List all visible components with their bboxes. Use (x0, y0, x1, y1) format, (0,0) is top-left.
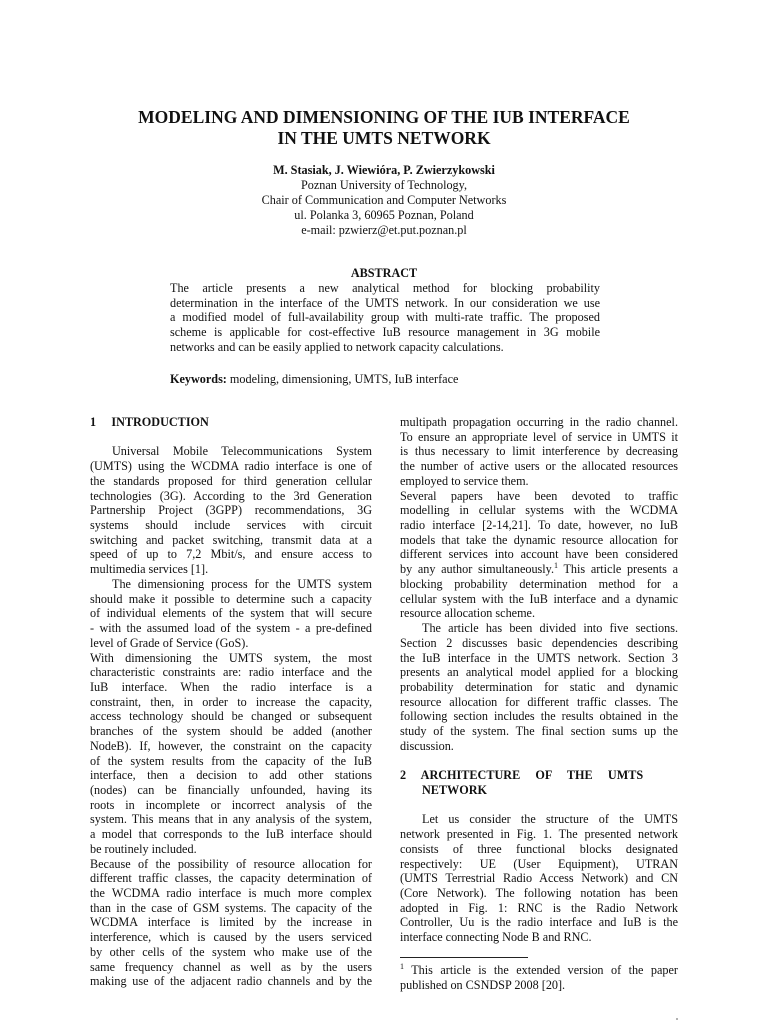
section-2-heading: NETWORK (422, 782, 488, 797)
text-line: interface connecting Node B and RNC. (400, 930, 592, 945)
text-line: models that take the dynamic resource allocation for (400, 532, 678, 547)
affiliation-line: Chair of Communication and Computer Networks (261, 193, 507, 207)
text-line: a model that corresponds to the IuB interface should (90, 827, 372, 842)
text-line: respectively: UE (User Equipment), UTRAN (400, 856, 678, 871)
text-line: discussion. (400, 738, 454, 753)
footnote (400, 963, 678, 992)
footnote-line: published on CSNDSP 2008 [20]. (400, 977, 566, 992)
text-line: making use of the adjacent radio channels and by the (90, 974, 372, 989)
text-line: technologies (3G). According to the 3rd Generation (90, 488, 372, 503)
text-line: employed to service them. (400, 473, 529, 488)
text-fragment: by any author simultaneously. (400, 562, 555, 577)
text-line: (UMTS Terrestrial Radio Access Network) and CN (400, 871, 678, 886)
title-line-2: IN THE UMTS NETWORK (277, 128, 491, 148)
text-line: blocking probability determination method for a (400, 576, 678, 591)
text-line: Because of the possibility of resource allocation for (90, 856, 372, 871)
text-line: Controller, Uu is the radio interface and IuB is the (400, 915, 678, 930)
section-1-heading: 1 INTRODUCTION (90, 415, 209, 429)
text-fragment: This article presents a (558, 562, 678, 577)
text-line: presents an analytical model applied for a blocking (400, 665, 678, 680)
text-line: system. This means that in any analysis of the system, (90, 812, 372, 827)
text-line: adopted in Fig. 1: RNC is the Radio Network (400, 900, 678, 915)
text-line: cellular system with the IuB interface and a dynamic (400, 591, 678, 606)
page-mark (676, 1018, 678, 1020)
text-line: level of Grade of Service (GoS). (90, 635, 249, 650)
text-line: systems should include services with circuit (90, 518, 372, 533)
paper-title (60, 107, 708, 149)
abstract-body (170, 281, 600, 355)
footnote-line (400, 963, 678, 978)
text-line: (UMTS) using the WCDMA radio interface is one of (90, 459, 372, 474)
text-line: same frequency channel as well as by the users (90, 959, 372, 974)
text-line: the number of active users or the allocated resources (400, 459, 678, 474)
text-line: different services into account have been considered (400, 547, 678, 562)
text-line: multipath propagation occurring in the radio channel. (400, 415, 678, 429)
text-line: the WCDMA radio interface is much more complex (90, 886, 372, 900)
section-2-heading: 2 ARCHITECTURE OF THE UMTS (400, 768, 644, 783)
text-line: With dimensioning the UMTS system, the most (90, 650, 372, 665)
text-line: access technology should be changed or subsequent (90, 709, 372, 724)
text-line: resource allocation scheme. (400, 606, 536, 621)
text-line: The dimensioning process for the UMTS system (112, 576, 372, 591)
text-line: resource allocation for different traffic classes. The (400, 694, 678, 709)
title-line-1: MODELING AND DIMENSIONING OF THE IUB INTERFACE (138, 107, 630, 127)
affiliation-line: Poznan University of Technology, (300, 178, 468, 192)
text-line: IuB interface. When the radio interface is a (90, 679, 372, 694)
keywords-label: Keywords: (170, 372, 227, 386)
text-line: probability determination for static and dynamic (400, 679, 678, 694)
text-line: Section 2 discusses basic dependencies describing (400, 635, 678, 650)
text-line: constraint, then, in order to increase the capacity, (90, 694, 372, 709)
text-line: Partnership Project (3GPP) recommendations, 3G (90, 503, 372, 518)
text-line: should make it possible to determine such a capacity (90, 591, 372, 606)
footnote-text: This article is the extended version of the paper (404, 963, 678, 977)
right-column (400, 415, 678, 945)
text-line: (nodes) can be financially unfounded, having its (90, 782, 372, 797)
text-line: than in the case of GSM systems. The capacity of the (90, 900, 372, 915)
affiliation-line: ul. Polanka 3, 60965 Poznan, Poland (294, 208, 474, 222)
text-line: network presented in Fig. 1. The presented network (400, 827, 678, 842)
footnote-mark: 1 (400, 963, 404, 971)
text-line: be routinely included. (90, 841, 197, 856)
text-line: following section includes the results obtained in the (400, 709, 678, 724)
author-email: e-mail: pzwierz@et.put.poznan.pl (301, 223, 467, 237)
abstract-line: The article presents a new analytical method for blocking probability (170, 281, 600, 295)
text-line: consists of three functional blocks designated (400, 841, 678, 856)
text-line (400, 562, 678, 577)
text-line: Several papers have been devoted to traffic (400, 488, 678, 503)
text-line: branches of the system should be added (another (90, 724, 372, 739)
text-line: is thus necessary to limit interference by decreasing (400, 444, 678, 459)
text-line: the IuB interface in the UMTS network. Section 3 (400, 650, 678, 665)
footnote-rule (400, 957, 528, 958)
text-line: modelling in cellular systems with the WCDMA (400, 503, 678, 518)
spacer (90, 430, 372, 445)
keywords (170, 372, 600, 387)
text-line: The article has been divided into five sections. (422, 621, 678, 636)
text-line: - with the assumed load of the system - a pre-defined (90, 621, 372, 636)
author-block (160, 163, 608, 238)
keywords-text: modeling, dimensioning, UMTS, IuB interface (226, 372, 459, 386)
text-line: switching and packet switching, transmit data at a (90, 532, 372, 547)
abstract-line: scheme is applicable for cost-effective IuB resource management in 3G mobile (170, 325, 600, 340)
text-line: interference, which is caused by the users serviced (90, 930, 372, 945)
left-column (90, 415, 372, 989)
text-line: roots in incomplete or incorrect analysis of the (90, 797, 372, 812)
text-line: characteristic constraints are: radio interface and the (90, 665, 372, 680)
text-line: interface, then a decision to add other stations (90, 768, 372, 783)
text-line: different traffic classes, the capacity determination of (90, 871, 372, 886)
text-line: of the system results from the capacity of the IuB (90, 753, 372, 768)
text-line: NodeB). If, however, the constraint on the capacity (90, 738, 372, 753)
text-line: radio interface [2-14,21]. To date, however, no IuB (400, 518, 678, 533)
text-line: study of the system. The final section sums up the (400, 724, 678, 739)
abstract-heading: ABSTRACT (350, 266, 418, 280)
text-line: To ensure an appropriate level of service in UMTS it (400, 429, 678, 444)
text-line: speed of up to 7,2 Mbit/s, and ensure access to (90, 547, 372, 562)
text-line: WCDMA interface is limited by the increase in (90, 915, 372, 930)
text-line: (Core Network). The following notation has been (400, 886, 678, 900)
text-line: by other cells of the system who make use of the (90, 944, 372, 959)
abstract-line: determination in the interface of the UMTS network. In our consideration we use (170, 295, 600, 310)
text-line: Universal Mobile Telecommunications System (112, 444, 372, 459)
text-line: Let us consider the structure of the UMTS (422, 812, 678, 827)
text-line: the standards proposed for third generation cellular (90, 473, 372, 488)
abstract-line: a modified model of full-availability group with multi-rate traffic. The proposed (170, 310, 600, 325)
footnote-reference: 1 (554, 562, 559, 571)
abstract-line: networks and can be easily applied to network capacity calculations. (170, 339, 504, 354)
spacer (400, 754, 678, 769)
text-line: multimedia services [1]. (90, 562, 209, 577)
text-line: of individual elements of the system that will secure (90, 606, 372, 621)
spacer (400, 798, 678, 813)
author-names: M. Stasiak, J. Wiewióra, P. Zwierzykowski (273, 163, 495, 177)
